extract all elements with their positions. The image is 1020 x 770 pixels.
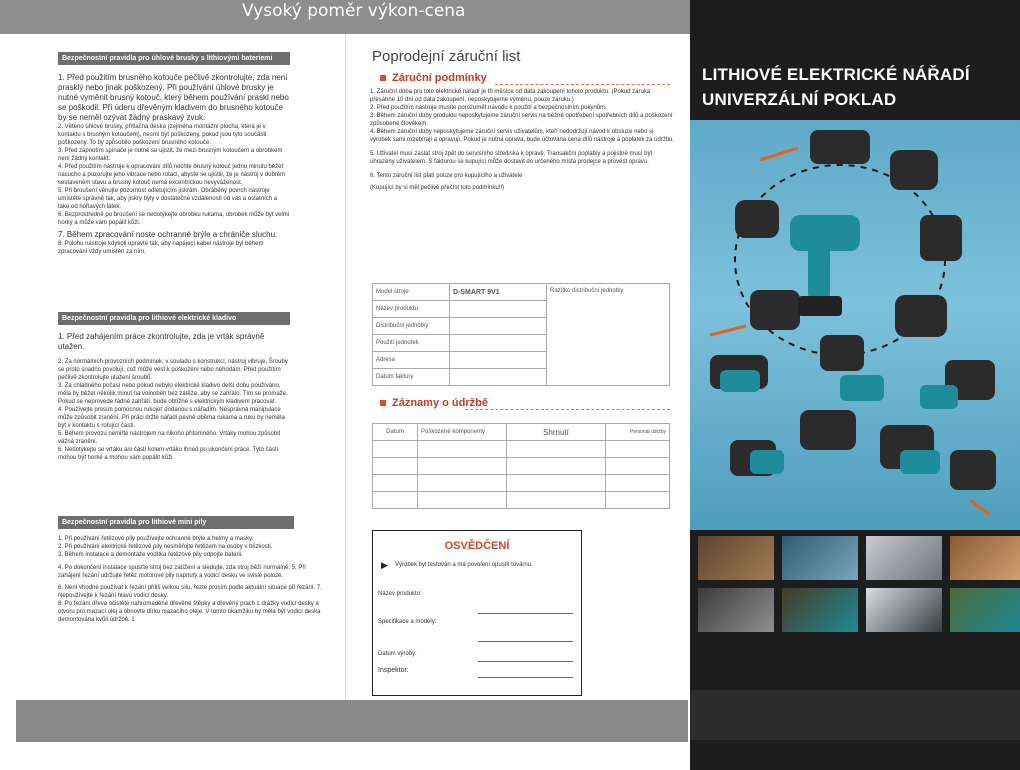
- photo-thumbnail: [782, 588, 858, 632]
- warranty-item: 6. Tento záruční list platí pouze pro kupujícího a uživatele: [370, 173, 523, 179]
- paragraph: 1. Při používání řetězové pily používejte ochranné brýle a helmy a masky.: [58, 536, 254, 542]
- section-header-angle-grinder: Bezpečnostní pravidla pro úhlové brusky s lithiovými bateriemi: [58, 52, 290, 65]
- paragraph: 4. Po dokončení instalace spusťte stroj bez zatížení a sledujte, zda stroj běží normálně. 5. Při zahájení řezání udržujte řetěz motorové pily napnutý a vodicí desku ve svislé poloze.: [58, 565, 306, 579]
- form-field[interactable]: [450, 318, 547, 335]
- paragraph: 8. Po řezání dřeva očistěte nahromaděné dřevěné štěpky a dřevěný prach z drážky vodicí desky a otvoru pro mazací olej a obnovte dírku mazacího oleje. V tomto okamžiku by měla být vodicí deska demontována kvůli údržbě. 1: [58, 601, 321, 623]
- paragraph: 5. Během provozu nemiřte nástrojem na nikoho přítomného. Vrtáky mohou způsobit vážná zranění.: [58, 431, 281, 445]
- section-header-hammer: Bezpečnostní pravidla pro lithiové elektrické kladivo: [58, 312, 290, 325]
- paragraph: 2. Při používání elektrické řetězové pily nesměřujte řetězem na osoby v blízkosti.: [58, 544, 273, 550]
- form-field[interactable]: [450, 301, 547, 318]
- maintenance-heading: Záznamy o údržbě: [380, 397, 488, 409]
- table-cell[interactable]: [373, 458, 418, 475]
- warranty-item: 2. Před použitím nástroje musíte porozumět návodu k použití a bezpečnostním pokynům.: [370, 105, 607, 111]
- certificate-title: OSVĚDČENÍ: [444, 540, 510, 552]
- safety-column-3: [58, 516, 328, 624]
- paragraph: 4. Před použitím nástroje k opracování dílů nechte brusný kotouč jednu minutu běžet nasucho a pozorujte jeho vibrace nebo rotaci, abyste se ujistili, že je nástroj v dobrém sestaveném stavu a brusný kotouč nemá excentrickou nevyváženost.: [58, 164, 286, 186]
- signature-line: [478, 641, 573, 642]
- dashed-rule: [495, 84, 670, 85]
- warranty-item: 1. Záruční doba pro toto elektrické nářadí je tři měsíce od data zakoupení tohoto produktu. (Pokud záruka přesáhne 10 dní od data zakoupení, neposkytujeme výměnu, pouze záruku.): [370, 89, 651, 103]
- column-header: Personál údržby: [606, 424, 670, 441]
- photo-thumbnail: [782, 536, 858, 580]
- form-label: Název produktu: [373, 301, 450, 318]
- photo-thumbnail: [866, 536, 942, 580]
- table-cell[interactable]: [418, 441, 507, 458]
- table-cell[interactable]: [606, 492, 670, 509]
- paragraph: 6. Není vhodné používat k řezání příliš velkou sílu, řezte prosím podle aktuální situace při řezání. 7. Nepoužívejte k řezání hlavu vodicí desky.: [58, 585, 322, 599]
- certificate-label-spec: Specifikace a modely:: [378, 619, 437, 625]
- table-cell[interactable]: [507, 475, 606, 492]
- table-cell[interactable]: [373, 441, 418, 458]
- warranty-title: Poprodejní záruční list: [372, 48, 521, 65]
- cover-bottom-stripe: [690, 690, 1020, 740]
- form-label: Použití jednotek: [373, 335, 450, 352]
- photo-thumbnail: [866, 588, 942, 632]
- paragraph: 1. Před zahájením práce zkontrolujte, zda je vrták správně utažen.: [58, 332, 265, 351]
- warranty-item: 3. Během záruční doby produktu neposkytujeme záruční servis na běžné opotřebení spotřebních dílů a poškození způsobené člověkem.: [370, 113, 673, 127]
- page-fold: [345, 34, 346, 700]
- stamp-label: Razítko distribuční jednotky: [550, 288, 624, 294]
- stamp-cell: [547, 284, 670, 386]
- photo-thumbnail: [950, 536, 1020, 580]
- arrow-right-icon: ▶: [381, 560, 388, 570]
- table-cell[interactable]: [606, 475, 670, 492]
- paragraph: 7. Během zpracování noste ochranné brýle a chrániče sluchu.: [58, 230, 278, 239]
- table-cell[interactable]: [606, 458, 670, 475]
- paragraph: 2. Věteno úhlové brusky, přítlačná deska (zejména montážní plocha, která je v kontaktu s brusným kotoučem), nesmí být poškozeny, pokud jsou tyto součásti poškozeny. To by způsobilo poškození brusného kotouče.: [58, 124, 267, 146]
- table-cell[interactable]: [507, 458, 606, 475]
- cover-panel: [690, 0, 1020, 770]
- cover-title: [702, 62, 970, 112]
- table-cell[interactable]: [606, 441, 670, 458]
- certificate-label-date: Datum výroby:: [378, 651, 417, 657]
- form-field[interactable]: [450, 352, 547, 369]
- safety-column-2: [58, 312, 290, 462]
- model-value: D-SMART 9V1: [450, 284, 547, 301]
- bottom-bar: [16, 700, 688, 742]
- paragraph: 4. Používejte prosím pomocnou rukojeť dodanou s nářadím. Nesprávná manipulace může způsobit zranění. Při práci držte nářadí pevně oběma rukama a ruku by neměla být v kontaktu s rotující částí.: [58, 407, 285, 429]
- table-cell[interactable]: [373, 492, 418, 509]
- column-header: Shrnutí: [507, 424, 606, 441]
- top-banner: [0, 0, 690, 34]
- registration-table: [372, 283, 670, 386]
- banner-title: Vysoký poměr výkon-cena: [242, 1, 466, 21]
- certificate-label-inspector: Inspektor:: [378, 667, 409, 674]
- paragraph: 2. Za normálních provozních podmínek, v souladu s konstrukcí, nástroj vibruje. Šrouby se proto snadno povolují, což může vést k poškození nebo nehodám. Před použitím pečlivě zkontrolujte utažení šroubů.: [58, 359, 288, 381]
- photo-thumbnail: [950, 588, 1020, 632]
- square-bullet-icon: [380, 400, 386, 406]
- table-cell[interactable]: [373, 475, 418, 492]
- photo-thumbnail: [698, 536, 774, 580]
- dashed-rule: [465, 409, 670, 410]
- column-header: Poškozené komponenty: [418, 424, 507, 441]
- paragraph: 6. Nedotýkejte se vrtáku ani částí kolem vrtáku ihned po ukončení práce. Tyto části mohou být horké a mohou vám popálit kůži.: [58, 447, 279, 461]
- paragraph: 8. Polohu nástroje kdykoli upravte tak, aby napájecí kabel nástroje byl během zpracování vždy umístěn za ním.: [58, 241, 264, 255]
- certificate-statement: Výrobek byl testován a má povolení opustit továrnu.: [395, 562, 533, 568]
- form-label: Model stroje: [373, 284, 450, 301]
- form-field[interactable]: [450, 369, 547, 386]
- cover-title-line2: UNIVERZÁLNÍ POKLAD: [702, 90, 897, 109]
- tools-collage-image: [690, 120, 1020, 530]
- paragraph: 3. Před zapnutím spínače je nutné se ujistit, že mezi brusným kotoučem a obrobkem není žádný kontakt.: [58, 148, 283, 162]
- warranty-item: 5. Uživatel musí zaslat stroj zpět do servisního střediska k opravě. Transakční poplatky a pojistné musí být uhrazeny uživatelem. S fakturou se kupující může dostavit do určeného místa prodejce a provést opravu.: [370, 151, 653, 165]
- form-field[interactable]: [450, 335, 547, 352]
- signature-line: [478, 661, 573, 662]
- warranty-terms: [370, 88, 675, 192]
- photo-thumbnail: [698, 588, 774, 632]
- table-cell[interactable]: [507, 441, 606, 458]
- table-cell[interactable]: [418, 492, 507, 509]
- warranty-heading: Záruční podmínky: [380, 72, 487, 84]
- signature-line: [478, 613, 573, 614]
- paragraph: 3. Za chladného počasí nebo pokud nebylo elektrické kladivo delší dobu používáno, měla by běžet několik minut na volnoběh bez zátěže, aby se zahřálo. Tím se promaže. Pokud se neprovede řádné zahřátí, bude obtížné s elektrickým kladivem pracovat.: [58, 383, 288, 405]
- table-cell[interactable]: [507, 492, 606, 509]
- warranty-note: (Kupující by si měl pečlivě přečíst tuto podmínku!!): [370, 185, 505, 191]
- warranty-item: 4. Během záruční doby neposkytujeme záruční servis uživatelům, kteří nedodržují návod k obsluze nebo si výrobek sami rozebírají a opravují. Pokud je nutná oprava, bude účtována cena dílů nástroje a poplatek za údržbu.: [370, 129, 675, 143]
- safety-column: [58, 52, 290, 256]
- form-label: Datum faktury: [373, 369, 450, 386]
- square-bullet-icon: [380, 75, 386, 81]
- column-header: Datum: [373, 424, 418, 441]
- certificate-label-product: Název produktu:: [378, 591, 422, 597]
- paragraph: 1. Před použitím brusného kotouče pečlivě zkontrolujte, zda není prasklý nebo jinak poškozený. Při používání úhlové brusky je nutné vyměnit brusný kotouč, který během používání praskl nebo se poškodil. Při úderu dřevěným kladivem do brusného kotouče by se neměl ozývat žádný praskavý zvuk.: [58, 73, 289, 122]
- table-cell[interactable]: [418, 458, 507, 475]
- table-cell[interactable]: [418, 475, 507, 492]
- paragraph: 3. Během instalace a demontáže vodítka řetězové pily odpojte baterii.: [58, 552, 243, 558]
- paragraph: 6. Bezprostředně po broušení se nedotýkejte obrobku rukama, obrobek může být velmi horký a může vám popálit kůži.: [58, 212, 290, 226]
- cover-title-line1: LITHIOVÉ ELEKTRICKÉ NÁŘADÍ: [702, 65, 970, 84]
- signature-line: [478, 677, 573, 678]
- certificate-box: [372, 530, 582, 696]
- form-label: Adresa: [373, 352, 450, 369]
- power-tools-illustration: [690, 120, 1020, 530]
- maintenance-table: [372, 423, 670, 509]
- paragraph: 5. Při broušení věnujte pozornost odletujícím jiskrám. Obráběný povrch nástroje umístěte správně tak, aby jiskry byly v dostatečné vzdálenosti od vás a ostatních a také od hořlavých látek.: [58, 188, 278, 210]
- form-label: Distribuční jednotky: [373, 318, 450, 335]
- section-header-mini-saw: Bezpečnostní pravidla pro lithiové mini pily: [58, 516, 294, 529]
